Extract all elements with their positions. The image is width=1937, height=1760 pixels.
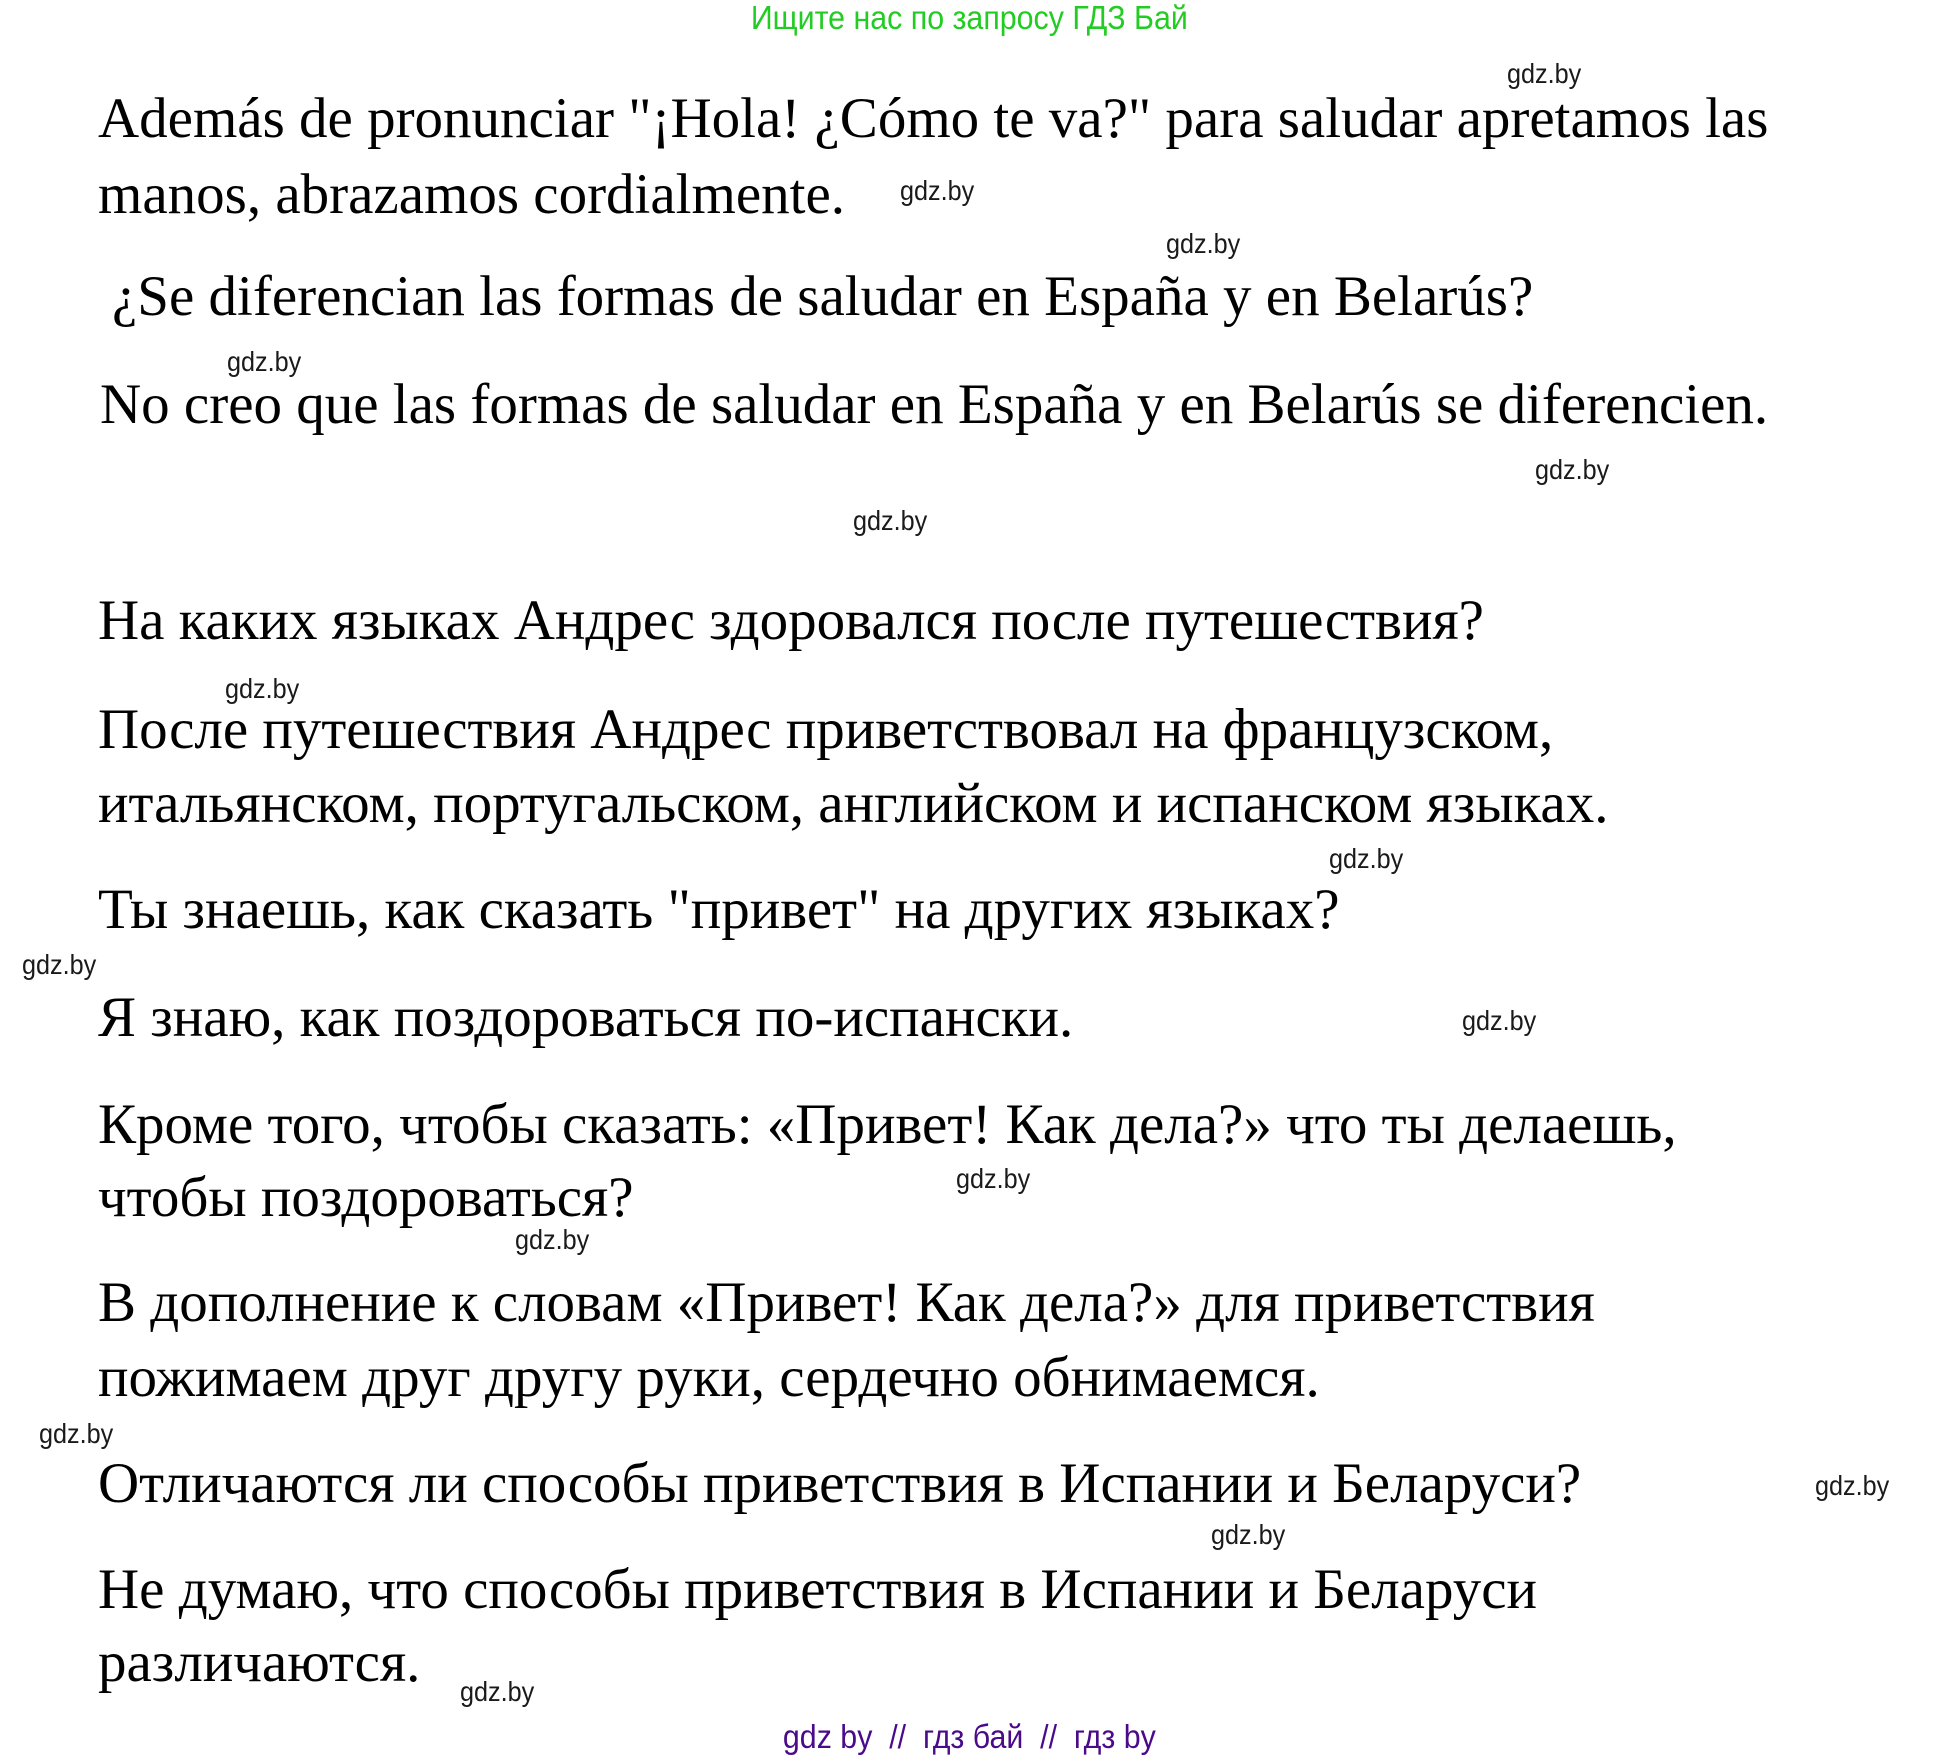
watermark: gdz.by <box>1329 843 1404 874</box>
watermark: gdz.by <box>1535 454 1610 485</box>
text-line-spanish-answer-1: Además de pronunciar "¡Hola! ¿Cómo te va?" para saludar apretamos las <box>98 87 1769 150</box>
search-hint-banner: Ищите нас по запросу ГДЗ Бай <box>750 0 1188 36</box>
watermark: gdz.by <box>460 1676 535 1707</box>
watermark: gdz.by <box>225 673 300 704</box>
text-line-spanish-answer-2: manos, abrazamos cordialmente. <box>98 163 846 226</box>
watermark: gdz.by <box>900 175 975 206</box>
text-line-russian-question-1: На каких языках Андрес здоровался после путешествия? <box>98 589 1484 652</box>
watermark: gdz.by <box>1462 1005 1537 1036</box>
watermark: gdz.by <box>39 1418 114 1449</box>
text-line-russian-answer-3a: В дополнение к словам «Привет! Как дела?» для приветствия <box>98 1271 1595 1334</box>
watermark: gdz.by <box>1507 58 1582 89</box>
text-line-russian-answer-4a: Не думаю, что способы приветствия в Испании и Беларуси <box>98 1558 1538 1621</box>
text-line-russian-answer-4b: различаются. <box>98 1631 421 1694</box>
watermark: gdz.by <box>227 346 302 377</box>
text-line-russian-answer-1b: итальянском, португальском, английском и испанском языках. <box>98 772 1609 835</box>
text-line-russian-question-3a: Кроме того, чтобы сказать: «Привет! Как дела?» что ты делаешь, <box>98 1093 1677 1156</box>
text-line-russian-answer-2: Я знаю, как поздороваться по-испански. <box>98 986 1074 1049</box>
watermark: gdz.by <box>1815 1470 1890 1501</box>
watermark: gdz.by <box>853 505 928 536</box>
text-line-russian-question-2: Ты знаешь, как сказать "привет" на других языках? <box>98 878 1340 941</box>
footer-site-links: gdz by // гдз бай // гдз by <box>782 1718 1156 1755</box>
text-line-russian-answer-1a: После путешествия Андрес приветствовал на французском, <box>98 698 1554 761</box>
watermark: gdz.by <box>1166 228 1241 259</box>
watermark: gdz.by <box>515 1224 590 1255</box>
text-line-russian-question-3b: чтобы поздороваться? <box>98 1166 634 1229</box>
text-line-spanish-answer-3: No creo que las formas de saludar en España y en Belarús se diferencien. <box>100 373 1769 436</box>
text-line-spanish-question: ¿Se diferencian las formas de saludar en España y en Belarús? <box>112 265 1534 328</box>
watermark: gdz.by <box>22 949 97 980</box>
text-line-russian-question-4: Отличаются ли способы приветствия в Испании и Беларуси? <box>98 1452 1582 1515</box>
text-line-russian-answer-3b: пожимаем друг другу руки, сердечно обнимаемся. <box>98 1346 1320 1409</box>
watermark: gdz.by <box>1211 1519 1286 1550</box>
watermark: gdz.by <box>956 1163 1031 1194</box>
